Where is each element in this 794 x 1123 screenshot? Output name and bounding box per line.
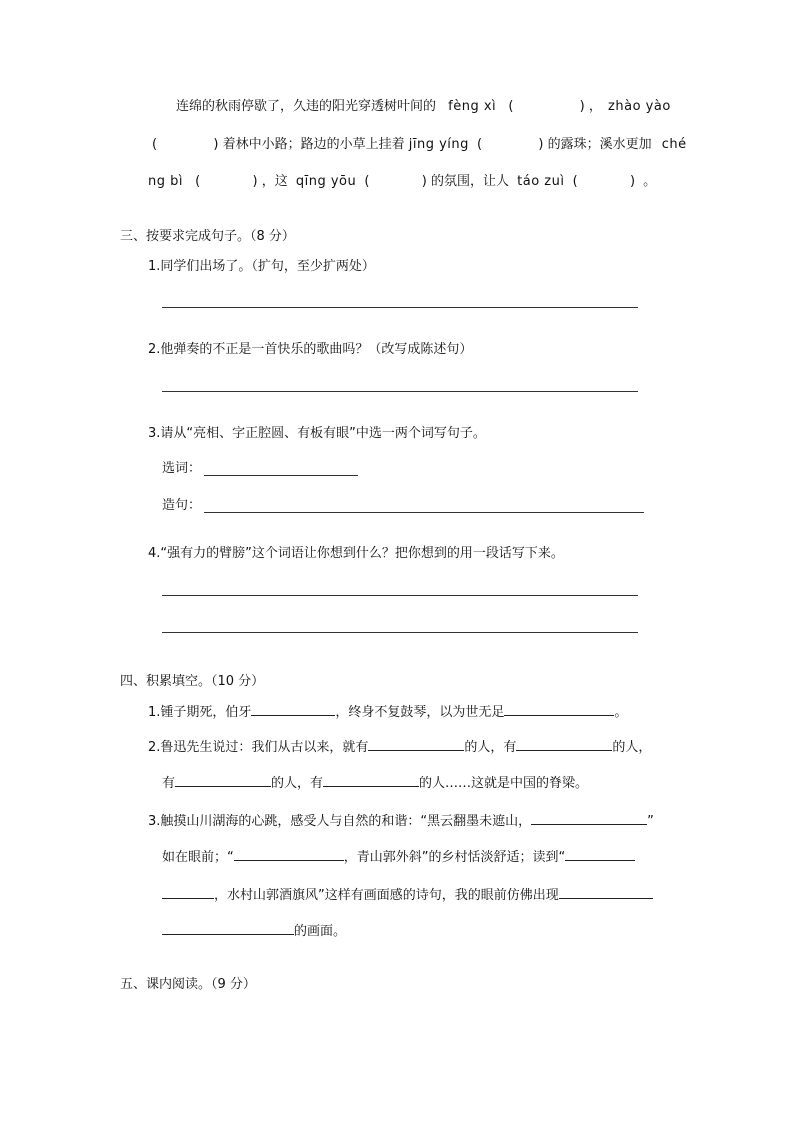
section-5-title: 五、课内阅读。（9 分） — [120, 977, 256, 992]
paren-close: ) — [538, 137, 544, 152]
fill-blank[interactable] — [368, 738, 464, 751]
q4-2-text-a: 2.鲁迅先生说过：我们从古以来，就有 — [148, 740, 369, 755]
q4-3-text-d: ，青山郭外斜”的乡村恬淡舒适；读到“ — [343, 850, 566, 865]
question-4-3-cont2 — [162, 886, 653, 905]
question-4-2 — [148, 738, 651, 757]
pinyin: táo zuì — [517, 174, 565, 189]
paren-close: ) — [252, 174, 258, 189]
fill-blank[interactable] — [565, 848, 635, 861]
q4-3-text-f: 的画面。 — [294, 924, 347, 939]
fill-blank[interactable] — [559, 886, 653, 899]
pinyin: jīng yíng — [408, 137, 469, 152]
passage-text: 的氛围，让人 — [430, 174, 509, 189]
word-choice-blank[interactable] — [204, 475, 358, 476]
sentence-label: 造句： — [162, 498, 202, 513]
fill-blank[interactable] — [531, 812, 647, 825]
q4-2-text-b: 的人，有 — [464, 740, 517, 755]
q4-2-text-e: 的人，有 — [271, 776, 324, 791]
question-4-3-cont1 — [162, 848, 635, 867]
q4-2-text-d: 有 — [162, 776, 176, 791]
paren-open: ( — [152, 137, 158, 152]
passage-line-2 — [152, 136, 687, 154]
question-3-4: 4.“强有力的臂膀”这个词语让你想到什么？把你想到的用一段话写下来。 — [148, 546, 564, 561]
section-4-title: 四、积累填空。（10 分） — [120, 674, 265, 689]
q4-3-text-c: 如在眼前；“ — [162, 850, 234, 865]
word-choice-label: 选词： — [162, 461, 202, 476]
fill-blank[interactable] — [516, 738, 612, 751]
fill-blank[interactable] — [162, 922, 294, 935]
pinyin: zhào yào — [608, 99, 671, 114]
question-3-3: 3.请从“亮相、字正腔圆、有板有眼”中选一两个词写句子。 — [148, 426, 486, 441]
fill-blank[interactable] — [504, 703, 614, 716]
passage-text: 连绵的秋雨停歇了，久违的阳光穿透树叶间的 — [176, 99, 437, 114]
pinyin: ché — [661, 137, 687, 152]
answer-line-3-1[interactable] — [162, 307, 638, 308]
q4-2-text-f: 的人……这就是中国的脊梁。 — [419, 776, 589, 791]
q4-2-text-c: 的人， — [612, 740, 652, 755]
section-3-title: 三、按要求完成句子。（8 分） — [120, 229, 295, 244]
question-3-2: 2.他弹奏的不正是一首快乐的歌曲吗？（改写成陈述句） — [148, 342, 473, 357]
paren-open: ( — [508, 99, 514, 114]
passage-text: ，这 — [261, 174, 288, 189]
question-4-2-cont — [162, 774, 588, 793]
paren-open: ( — [195, 174, 201, 189]
question-4-3 — [148, 812, 654, 831]
paren-close: ) — [421, 174, 427, 189]
paren-open: ( — [477, 137, 483, 152]
q4-3-text-b: ” — [647, 814, 654, 829]
fill-blank[interactable] — [251, 703, 335, 716]
answer-line-3-4a[interactable] — [162, 595, 638, 596]
paren-close: ) — [213, 137, 219, 152]
sentence-blank[interactable] — [204, 512, 644, 513]
q4-1-text-c: 。 — [614, 705, 628, 720]
paren-close: ) — [629, 174, 636, 189]
passage-text: 着林中小路；路边的小草上挂着 — [222, 137, 405, 152]
q4-1-text-b: ，终身不复鼓琴，以为世无足 — [335, 705, 505, 720]
pinyin: qīng yōu — [295, 174, 357, 189]
passage-line-1 — [176, 98, 671, 116]
paren-open: ( — [572, 174, 578, 189]
pinyin: fèng xì — [448, 99, 497, 114]
question-4-1 — [148, 703, 627, 722]
paren-close: ) — [579, 99, 585, 114]
q4-1-text-a: 1.锺子期死，伯牙 — [148, 705, 252, 720]
passage-text: 的露珠；溪水更加 — [547, 137, 652, 152]
period: 。 — [643, 174, 657, 189]
passage-line-3 — [148, 173, 656, 191]
q4-3-text-a: 3.触摸山川湖海的心跳，感受人与自然的和谐：“黑云翻墨未遮山， — [148, 814, 532, 829]
fill-blank[interactable] — [162, 886, 214, 899]
fill-blank[interactable] — [175, 774, 271, 787]
pinyin: ng bì — [148, 174, 183, 189]
comma: ， — [588, 99, 602, 114]
paren-open: ( — [364, 174, 370, 189]
question-3-1: 1.同学们出场了。（扩句，至少扩两处） — [148, 259, 375, 274]
fill-blank[interactable] — [234, 848, 344, 861]
question-4-3-cont3 — [162, 922, 346, 941]
answer-line-3-2[interactable] — [162, 391, 638, 392]
q4-3-text-e: ，水村山郭酒旗风”这样有画面感的诗句，我的眼前仿佛出现 — [214, 888, 559, 903]
fill-blank[interactable] — [323, 774, 419, 787]
answer-line-3-4b[interactable] — [162, 632, 638, 633]
